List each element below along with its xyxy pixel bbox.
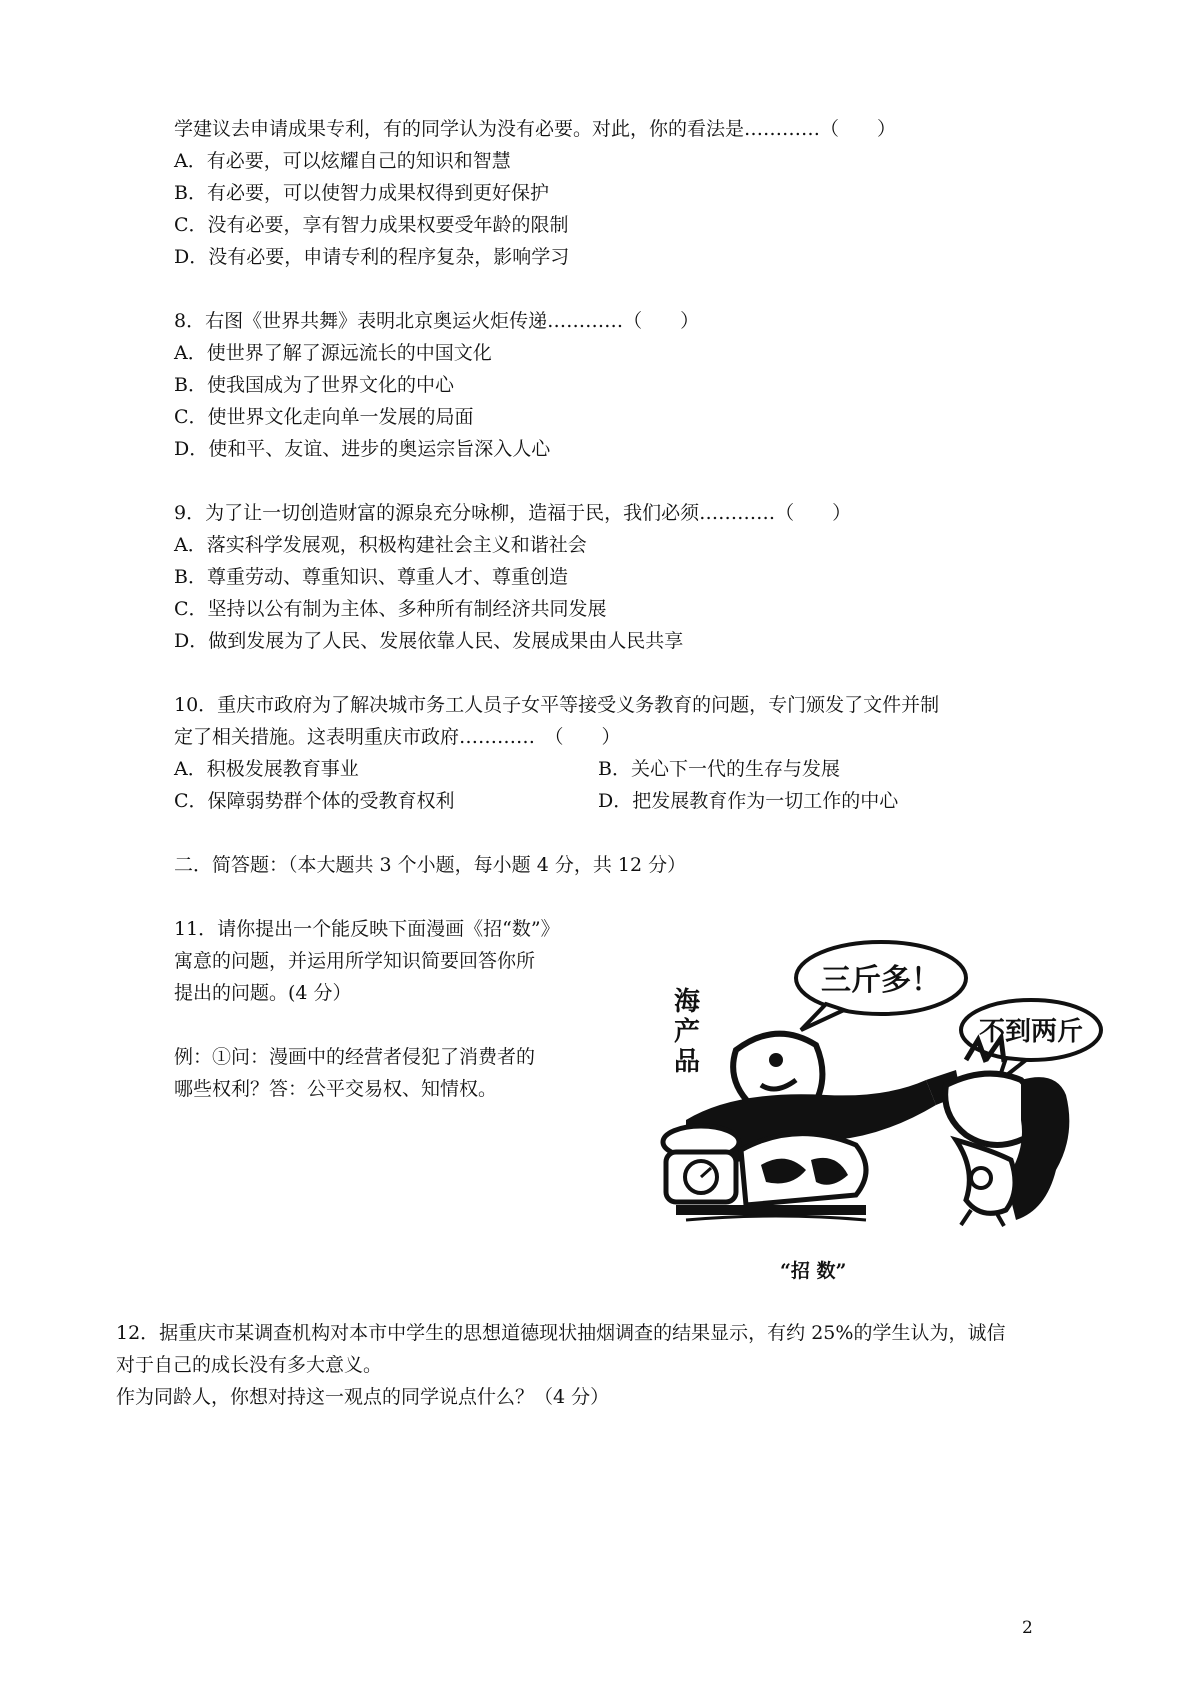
q9-option-d: D．做到发展为了人民、发展依靠人民、发展成果由人民共享 bbox=[174, 630, 684, 652]
q8-option-d: D．使和平、友谊、进步的奥运宗旨深入人心 bbox=[174, 438, 551, 460]
q9-stem: 9．为了让一切创造财富的源泉充分咏柳，造福于民，我们必须…………（ ） bbox=[174, 502, 852, 524]
cartoon-sign-char-1: 海 bbox=[674, 987, 701, 1017]
q8-stem: 8．右图《世界共舞》表明北京奥运火炬传递…………（ ） bbox=[174, 310, 700, 332]
q9-option-c: C．坚持以公有制为主体、多种所有制经济共同发展 bbox=[174, 598, 607, 620]
q7-option-b: B．有必要，可以使智力成果权得到更好保护 bbox=[174, 182, 549, 204]
cartoon-caption: “招 数” bbox=[780, 1260, 847, 1282]
q12-line2: 对于自己的成长没有多大意义。 bbox=[116, 1354, 383, 1376]
q7-option-a: A．有必要，可以炫耀自己的知识和智慧 bbox=[174, 150, 511, 172]
q9-option-a: A．落实科学发展观，积极构建社会主义和谐社会 bbox=[174, 534, 587, 556]
q7-stem-tail: 学建议去申请成果专利，有的同学认为没有必要。对此，你的看法是…………（ ） bbox=[174, 118, 897, 140]
speech-bubble-2-text: 不到两斤 bbox=[978, 1017, 1084, 1047]
q7-option-d: D．没有必要，申请专利的程序复杂，影响学习 bbox=[174, 246, 570, 268]
q10-option-a: A．积极发展教育事业 bbox=[174, 758, 359, 780]
cartoon-sign-char-3: 品 bbox=[674, 1047, 701, 1077]
q10-option-c: C．保障弱势群个体的受教育权利 bbox=[174, 790, 455, 812]
q8-option-a: A．使世界了解了源远流长的中国文化 bbox=[174, 342, 492, 364]
q10-stem-line1: 10．重庆市政府为了解决城市务工人员子女平等接受义务教育的问题，专门颁发了文件并制 bbox=[174, 694, 940, 716]
q10-option-d: D．把发展教育作为一切工作的中心 bbox=[598, 790, 899, 812]
q7-option-c: C．没有必要，享有智力成果权要受年龄的限制 bbox=[174, 214, 569, 236]
speech-bubble-1-text: 三斤多！ bbox=[821, 963, 941, 998]
q11-line2: 寓意的问题，并运用所学知识简要回答你所 bbox=[174, 950, 536, 972]
q11-line1: 11．请你提出一个能反映下面漫画《招“数”》 bbox=[174, 918, 560, 940]
q12-line3: 作为同龄人，你想对持这一观点的同学说点什么？（4 分） bbox=[116, 1386, 610, 1408]
q10-option-b: B．关心下一代的生存与发展 bbox=[598, 758, 840, 780]
q11-line3: 提出的问题。(4 分） bbox=[174, 982, 352, 1004]
page-number: 2 bbox=[1022, 1618, 1033, 1638]
q12-line1: 12．据重庆市某调查机构对本市中学生的思想道德现状抽烟调查的结果显示，有约 25%的学生认为，诚信 bbox=[116, 1322, 1006, 1344]
q8-option-c: C．使世界文化走向单一发展的局面 bbox=[174, 406, 474, 428]
cartoon-sign-char-2: 产 bbox=[674, 1017, 701, 1047]
q9-option-b: B．尊重劳动、尊重知识、尊重人才、尊重创造 bbox=[174, 566, 568, 588]
scale-with-seafood bbox=[663, 1126, 866, 1220]
section2-heading: 二．简答题：（本大题共 3 个小题，每小题 4 分，共 12 分） bbox=[174, 854, 687, 876]
q10-stem-line2: 定了相关措施。这表明重庆市政府………… （ ） bbox=[174, 726, 621, 748]
q8-option-b: B．使我国成为了世界文化的中心 bbox=[174, 374, 454, 396]
cartoon-illustration bbox=[626, 920, 1106, 1230]
q11-example-line2: 哪些权利？答：公平交易权、知情权。 bbox=[174, 1078, 498, 1100]
q11-example-line1: 例：①问：漫画中的经营者侵犯了消费者的 bbox=[174, 1046, 536, 1068]
